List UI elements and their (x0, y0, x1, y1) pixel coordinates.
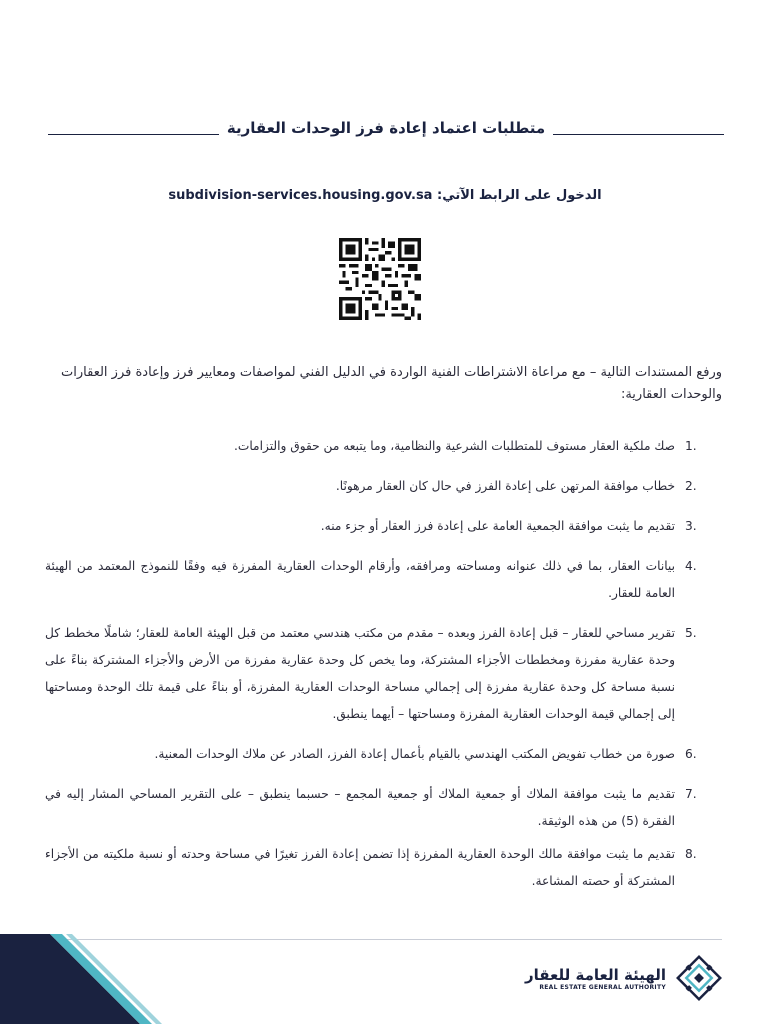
requirement-number: 3. (685, 519, 697, 533)
requirement-number: 8. (685, 847, 697, 861)
authority-logo (525, 955, 722, 1001)
title-row (48, 116, 724, 140)
requirement-number: 2. (685, 479, 697, 493)
requirement-text: صورة من خطاب تفويض المكتب الهندسي بالقيام بأعمال إعادة الفرز، الصادر عن ملاك الوحدات المعنية. (154, 747, 675, 761)
authority-name-english: REAL ESTATE GENERAL AUTHORITY (539, 983, 666, 991)
requirement-number: 7. (685, 787, 697, 801)
requirement-number: 6. (685, 747, 697, 761)
requirement-item (45, 433, 715, 460)
requirement-item (45, 553, 715, 607)
corner-decoration (0, 934, 170, 1024)
requirement-text: صك ملكية العقار مستوف للمتطلبات الشرعية والنظامية، وما يتبعه من حقوق والتزامات. (234, 439, 675, 453)
requirement-text: تقديم ما يثبت موافقة الملاك أو جمعية الملاك أو جمعية المجمع – حسبما ينطبق – على التقرير المساحي المشار إليه في الفقرة (5) من هذه الوثيقة. (45, 787, 675, 828)
requirements-list (45, 433, 715, 895)
requirement-item (45, 741, 715, 768)
requirement-item (45, 473, 715, 500)
requirement-item (45, 620, 715, 728)
requirement-text: تقديم ما يثبت موافقة الجمعية العامة على إعادة فرز العقار أو جزء منه. (320, 519, 675, 533)
requirement-number: 5. (685, 626, 697, 640)
requirement-item (45, 781, 715, 835)
access-url[interactable]: subdivision-services.housing.gov.sa (168, 188, 433, 203)
access-label: الدخول على الرابط الآتي: (437, 188, 602, 203)
title-rule-left (48, 134, 219, 135)
requirement-text: بيانات العقار، بما في ذلك عنوانه ومساحته ومرافقه، وأرقام الوحدات العقارية المفرزة فيه وفقًا للنموذج المعتمد من الهيئة العامة للعقار. (45, 559, 675, 600)
intro-paragraph: ورفع المستندات التالية – مع مراعاة الاشتراطات الفنية الواردة في الدليل الفني لمواصفات ومعايير فرز وإعادة فرز العقارات والوحدات العقارية: (61, 365, 722, 402)
requirement-item (45, 513, 715, 540)
page-title: متطلبات اعتماد إعادة فرز الوحدات العقارية (226, 119, 546, 137)
title-rule-right (553, 134, 724, 135)
requirement-text: تقرير مساحي للعقار – قبل إعادة الفرز وبعده – مقدم من مكتب هندسي معتمد من قبل الهيئة العامة للعقار؛ شاملًا مخطط كل وحدة عقارية مفرزة ومخططات الأجزاء المشتركة، وما يخص كل وحدة عقارية مفرزة من الأرض والأجزاء المشتركة بناءً على نسبة مساحة كل وحدة عقارية مفرزة إلى إجمالي مساحة الوحدات العقارية المفرزة، أو بناءً على قيمة تلك الوحدة ومساحتها إلى إجمالي قيمة الوحدات العقارية المفرزة ومساحتها – أيهما ينطبق. (45, 626, 675, 721)
access-line (0, 188, 770, 203)
requirement-number: 1. (685, 439, 697, 453)
requirement-text: تقديم ما يثبت موافقة مالك الوحدة العقارية المفرزة إذا تضمن إعادة الفرز تغيرًا في مساحة وحدته أو نسبة ملكيته من الأجزاء المشتركة أو حصته المشاعة. (45, 847, 675, 888)
authority-logo-icon (676, 955, 722, 1001)
qr-code-icon[interactable] (339, 238, 421, 320)
requirement-text: خطاب موافقة المرتهن على إعادة الفرز في حال كان العقار مرهونًا. (335, 479, 675, 493)
requirement-number: 4. (685, 559, 697, 573)
requirement-item (45, 841, 715, 895)
authority-name-arabic: الهيئة العامة للعقار (524, 965, 666, 984)
